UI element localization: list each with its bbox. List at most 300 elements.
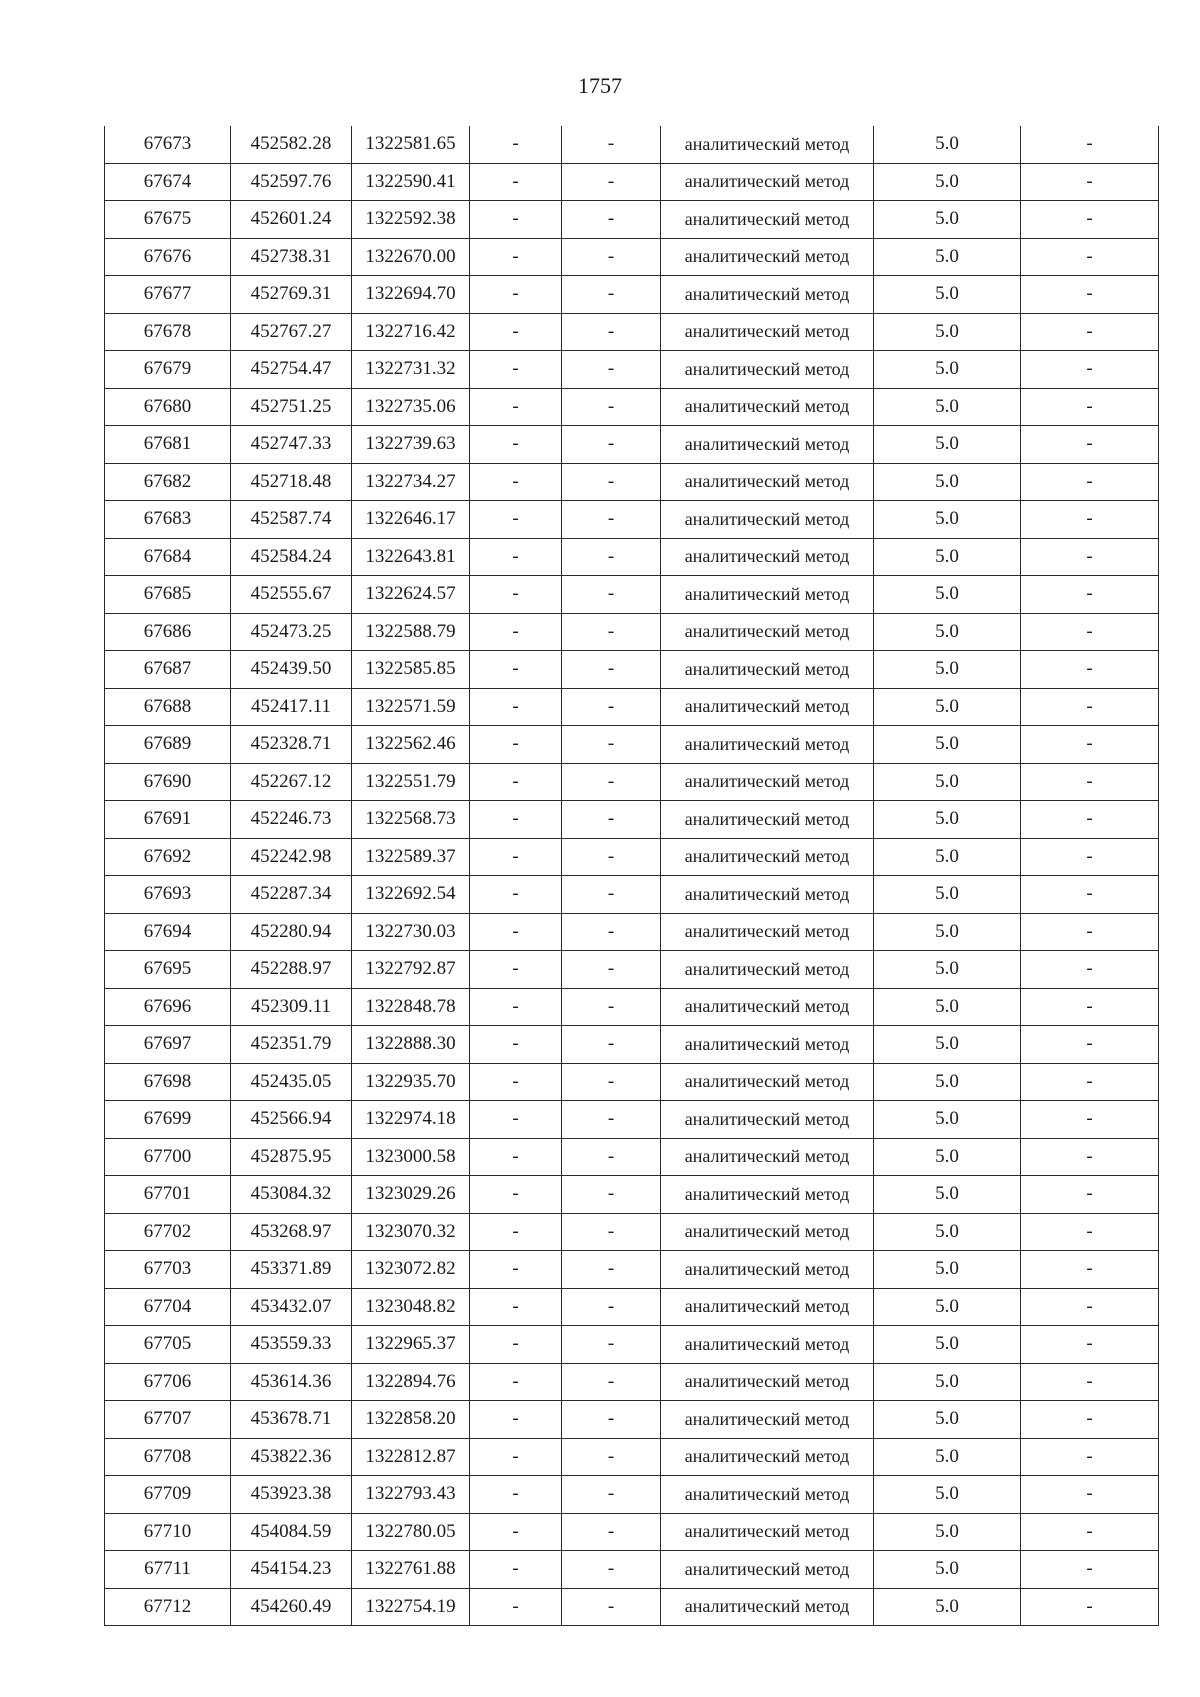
empty-cell-1: - (470, 1063, 562, 1101)
table-row (105, 1476, 1159, 1514)
point-number-cell: 67712 (105, 1588, 231, 1626)
description-cell: - (1021, 988, 1159, 1026)
empty-cell-1: - (470, 838, 562, 876)
empty-cell-2: - (562, 1476, 661, 1514)
empty-cell-2: - (562, 201, 661, 239)
empty-cell-2: - (562, 163, 661, 201)
empty-cell-1: - (470, 1138, 562, 1176)
x-coordinate-cell: 452246.73 (231, 801, 352, 839)
table-row (105, 988, 1159, 1026)
method-cell: аналитический метод (661, 1588, 874, 1626)
table-row (105, 1213, 1159, 1251)
description-cell: - (1021, 876, 1159, 914)
x-coordinate-cell: 452439.50 (231, 651, 352, 689)
empty-cell-1: - (470, 763, 562, 801)
method-cell: аналитический метод (661, 1326, 874, 1364)
empty-cell-2: - (562, 763, 661, 801)
accuracy-cell: 5.0 (874, 988, 1021, 1026)
accuracy-cell: 5.0 (874, 688, 1021, 726)
x-coordinate-cell: 452267.12 (231, 763, 352, 801)
description-cell: - (1021, 1363, 1159, 1401)
x-coordinate-cell: 453678.71 (231, 1401, 352, 1439)
point-number-cell: 67696 (105, 988, 231, 1026)
description-cell: - (1021, 838, 1159, 876)
y-coordinate-cell: 1322716.42 (352, 313, 470, 351)
table-row (105, 1063, 1159, 1101)
y-coordinate-cell: 1322589.37 (352, 838, 470, 876)
description-cell: - (1021, 538, 1159, 576)
description-cell: - (1021, 951, 1159, 989)
description-cell: - (1021, 163, 1159, 201)
accuracy-cell: 5.0 (874, 1588, 1021, 1626)
empty-cell-1: - (470, 126, 562, 163)
point-number-cell: 67676 (105, 238, 231, 276)
point-number-cell: 67709 (105, 1476, 231, 1514)
x-coordinate-cell: 452718.48 (231, 463, 352, 501)
description-cell: - (1021, 1326, 1159, 1364)
point-number-cell: 67680 (105, 388, 231, 426)
table-body (105, 126, 1159, 1626)
y-coordinate-cell: 1322585.85 (352, 651, 470, 689)
accuracy-cell: 5.0 (874, 1326, 1021, 1364)
description-cell: - (1021, 1551, 1159, 1589)
y-coordinate-cell: 1322812.87 (352, 1438, 470, 1476)
table-row (105, 501, 1159, 539)
empty-cell-2: - (562, 988, 661, 1026)
empty-cell-1: - (470, 688, 562, 726)
point-number-cell: 67691 (105, 801, 231, 839)
empty-cell-2: - (562, 726, 661, 764)
accuracy-cell: 5.0 (874, 463, 1021, 501)
x-coordinate-cell: 453559.33 (231, 1326, 352, 1364)
y-coordinate-cell: 1322761.88 (352, 1551, 470, 1589)
table-row (105, 1363, 1159, 1401)
empty-cell-1: - (470, 1476, 562, 1514)
method-cell: аналитический метод (661, 576, 874, 614)
description-cell: - (1021, 1513, 1159, 1551)
empty-cell-1: - (470, 988, 562, 1026)
method-cell: аналитический метод (661, 1138, 874, 1176)
description-cell: - (1021, 501, 1159, 539)
empty-cell-1: - (470, 163, 562, 201)
method-cell: аналитический метод (661, 1288, 874, 1326)
method-cell: аналитический метод (661, 538, 874, 576)
point-number-cell: 67701 (105, 1176, 231, 1214)
accuracy-cell: 5.0 (874, 388, 1021, 426)
empty-cell-2: - (562, 1026, 661, 1064)
x-coordinate-cell: 452287.34 (231, 876, 352, 914)
accuracy-cell: 5.0 (874, 876, 1021, 914)
description-cell: - (1021, 1588, 1159, 1626)
method-cell: аналитический метод (661, 1551, 874, 1589)
y-coordinate-cell: 1323072.82 (352, 1251, 470, 1289)
x-coordinate-cell: 452587.74 (231, 501, 352, 539)
point-number-cell: 67683 (105, 501, 231, 539)
accuracy-cell: 5.0 (874, 1063, 1021, 1101)
empty-cell-1: - (470, 426, 562, 464)
point-number-cell: 67675 (105, 201, 231, 239)
description-cell: - (1021, 1476, 1159, 1514)
description-cell: - (1021, 313, 1159, 351)
table-row (105, 163, 1159, 201)
y-coordinate-cell: 1322646.17 (352, 501, 470, 539)
empty-cell-2: - (562, 1213, 661, 1251)
empty-cell-1: - (470, 1176, 562, 1214)
empty-cell-1: - (470, 388, 562, 426)
point-number-cell: 67679 (105, 351, 231, 389)
method-cell: аналитический метод (661, 276, 874, 314)
method-cell: аналитический метод (661, 1026, 874, 1064)
y-coordinate-cell: 1322965.37 (352, 1326, 470, 1364)
x-coordinate-cell: 452738.31 (231, 238, 352, 276)
description-cell: - (1021, 913, 1159, 951)
description-cell: - (1021, 1101, 1159, 1139)
accuracy-cell: 5.0 (874, 1251, 1021, 1289)
empty-cell-2: - (562, 126, 661, 163)
empty-cell-2: - (562, 613, 661, 651)
empty-cell-2: - (562, 576, 661, 614)
empty-cell-2: - (562, 1138, 661, 1176)
y-coordinate-cell: 1322858.20 (352, 1401, 470, 1439)
table-row (105, 1401, 1159, 1439)
empty-cell-2: - (562, 463, 661, 501)
method-cell: аналитический метод (661, 651, 874, 689)
method-cell: аналитический метод (661, 1513, 874, 1551)
point-number-cell: 67677 (105, 276, 231, 314)
point-number-cell: 67700 (105, 1138, 231, 1176)
empty-cell-2: - (562, 1288, 661, 1326)
description-cell: - (1021, 426, 1159, 464)
empty-cell-1: - (470, 276, 562, 314)
y-coordinate-cell: 1322562.46 (352, 726, 470, 764)
x-coordinate-cell: 454154.23 (231, 1551, 352, 1589)
page-number: 1757 (578, 73, 622, 98)
method-cell: аналитический метод (661, 688, 874, 726)
description-cell: - (1021, 1213, 1159, 1251)
point-number-cell: 67711 (105, 1551, 231, 1589)
description-cell: - (1021, 388, 1159, 426)
empty-cell-2: - (562, 838, 661, 876)
accuracy-cell: 5.0 (874, 501, 1021, 539)
empty-cell-2: - (562, 951, 661, 989)
empty-cell-2: - (562, 501, 661, 539)
point-number-cell: 67708 (105, 1438, 231, 1476)
method-cell: аналитический метод (661, 988, 874, 1026)
point-number-cell: 67710 (105, 1513, 231, 1551)
method-cell: аналитический метод (661, 313, 874, 351)
table-row (105, 876, 1159, 914)
y-coordinate-cell: 1322739.63 (352, 426, 470, 464)
x-coordinate-cell: 452242.98 (231, 838, 352, 876)
table-row (105, 651, 1159, 689)
x-coordinate-cell: 452751.25 (231, 388, 352, 426)
x-coordinate-cell: 452597.76 (231, 163, 352, 201)
y-coordinate-cell: 1322692.54 (352, 876, 470, 914)
empty-cell-2: - (562, 1551, 661, 1589)
x-coordinate-cell: 452280.94 (231, 913, 352, 951)
y-coordinate-cell: 1322592.38 (352, 201, 470, 239)
point-number-cell: 67678 (105, 313, 231, 351)
accuracy-cell: 5.0 (874, 238, 1021, 276)
accuracy-cell: 5.0 (874, 951, 1021, 989)
method-cell: аналитический метод (661, 801, 874, 839)
x-coordinate-cell: 452875.95 (231, 1138, 352, 1176)
method-cell: аналитический метод (661, 1063, 874, 1101)
x-coordinate-cell: 453614.36 (231, 1363, 352, 1401)
accuracy-cell: 5.0 (874, 913, 1021, 951)
description-cell: - (1021, 126, 1159, 163)
accuracy-cell: 5.0 (874, 351, 1021, 389)
point-number-cell: 67703 (105, 1251, 231, 1289)
description-cell: - (1021, 651, 1159, 689)
accuracy-cell: 5.0 (874, 838, 1021, 876)
x-coordinate-cell: 452601.24 (231, 201, 352, 239)
accuracy-cell: 5.0 (874, 1288, 1021, 1326)
description-cell: - (1021, 1251, 1159, 1289)
method-cell: аналитический метод (661, 238, 874, 276)
y-coordinate-cell: 1322894.76 (352, 1363, 470, 1401)
empty-cell-2: - (562, 1438, 661, 1476)
method-cell: аналитический метод (661, 388, 874, 426)
method-cell: аналитический метод (661, 1213, 874, 1251)
description-cell: - (1021, 726, 1159, 764)
accuracy-cell: 5.0 (874, 1213, 1021, 1251)
point-number-cell: 67704 (105, 1288, 231, 1326)
x-coordinate-cell: 452584.24 (231, 538, 352, 576)
accuracy-cell: 5.0 (874, 1438, 1021, 1476)
description-cell: - (1021, 276, 1159, 314)
accuracy-cell: 5.0 (874, 313, 1021, 351)
x-coordinate-cell: 453432.07 (231, 1288, 352, 1326)
empty-cell-1: - (470, 1251, 562, 1289)
y-coordinate-cell: 1322792.87 (352, 951, 470, 989)
x-coordinate-cell: 452473.25 (231, 613, 352, 651)
y-coordinate-cell: 1322643.81 (352, 538, 470, 576)
empty-cell-1: - (470, 913, 562, 951)
y-coordinate-cell: 1322624.57 (352, 576, 470, 614)
description-cell: - (1021, 1138, 1159, 1176)
method-cell: аналитический метод (661, 913, 874, 951)
empty-cell-2: - (562, 426, 661, 464)
point-number-cell: 67702 (105, 1213, 231, 1251)
empty-cell-1: - (470, 1213, 562, 1251)
method-cell: аналитический метод (661, 163, 874, 201)
y-coordinate-cell: 1322590.41 (352, 163, 470, 201)
accuracy-cell: 5.0 (874, 726, 1021, 764)
table-row (105, 1326, 1159, 1364)
point-number-cell: 67698 (105, 1063, 231, 1101)
table-row (105, 313, 1159, 351)
method-cell: аналитический метод (661, 613, 874, 651)
table-row (105, 763, 1159, 801)
x-coordinate-cell: 452767.27 (231, 313, 352, 351)
empty-cell-1: - (470, 876, 562, 914)
method-cell: аналитический метод (661, 426, 874, 464)
description-cell: - (1021, 613, 1159, 651)
empty-cell-2: - (562, 876, 661, 914)
table-row (105, 838, 1159, 876)
accuracy-cell: 5.0 (874, 1513, 1021, 1551)
empty-cell-1: - (470, 1513, 562, 1551)
empty-cell-1: - (470, 1326, 562, 1364)
y-coordinate-cell: 1322568.73 (352, 801, 470, 839)
table-row (105, 1101, 1159, 1139)
empty-cell-2: - (562, 1363, 661, 1401)
y-coordinate-cell: 1322754.19 (352, 1588, 470, 1626)
accuracy-cell: 5.0 (874, 426, 1021, 464)
accuracy-cell: 5.0 (874, 763, 1021, 801)
y-coordinate-cell: 1322670.00 (352, 238, 470, 276)
empty-cell-2: - (562, 1401, 661, 1439)
empty-cell-2: - (562, 1326, 661, 1364)
point-number-cell: 67686 (105, 613, 231, 651)
x-coordinate-cell: 454260.49 (231, 1588, 352, 1626)
empty-cell-1: - (470, 726, 562, 764)
empty-cell-1: - (470, 351, 562, 389)
accuracy-cell: 5.0 (874, 1176, 1021, 1214)
point-number-cell: 67688 (105, 688, 231, 726)
table-row (105, 1588, 1159, 1626)
description-cell: - (1021, 1438, 1159, 1476)
x-coordinate-cell: 453371.89 (231, 1251, 352, 1289)
empty-cell-2: - (562, 238, 661, 276)
point-number-cell: 67694 (105, 913, 231, 951)
empty-cell-1: - (470, 801, 562, 839)
empty-cell-1: - (470, 501, 562, 539)
accuracy-cell: 5.0 (874, 1363, 1021, 1401)
point-number-cell: 67697 (105, 1026, 231, 1064)
x-coordinate-cell: 452754.47 (231, 351, 352, 389)
y-coordinate-cell: 1322730.03 (352, 913, 470, 951)
point-number-cell: 67705 (105, 1326, 231, 1364)
accuracy-cell: 5.0 (874, 163, 1021, 201)
empty-cell-2: - (562, 276, 661, 314)
point-number-cell: 67689 (105, 726, 231, 764)
point-number-cell: 67673 (105, 126, 231, 163)
method-cell: аналитический метод (661, 1363, 874, 1401)
method-cell: аналитический метод (661, 351, 874, 389)
coordinates-table (104, 126, 1159, 1626)
table-row (105, 1438, 1159, 1476)
point-number-cell: 67682 (105, 463, 231, 501)
y-coordinate-cell: 1322581.65 (352, 126, 470, 163)
empty-cell-2: - (562, 913, 661, 951)
accuracy-cell: 5.0 (874, 801, 1021, 839)
y-coordinate-cell: 1322735.06 (352, 388, 470, 426)
empty-cell-2: - (562, 1251, 661, 1289)
empty-cell-1: - (470, 238, 562, 276)
table-row (105, 426, 1159, 464)
x-coordinate-cell: 452582.28 (231, 126, 352, 163)
accuracy-cell: 5.0 (874, 1476, 1021, 1514)
y-coordinate-cell: 1322888.30 (352, 1026, 470, 1064)
empty-cell-2: - (562, 688, 661, 726)
point-number-cell: 67674 (105, 163, 231, 201)
table-row (105, 538, 1159, 576)
y-coordinate-cell: 1322731.32 (352, 351, 470, 389)
table-row (105, 1138, 1159, 1176)
method-cell: аналитический метод (661, 1476, 874, 1514)
method-cell: аналитический метод (661, 501, 874, 539)
method-cell: аналитический метод (661, 838, 874, 876)
description-cell: - (1021, 1288, 1159, 1326)
y-coordinate-cell: 1323000.58 (352, 1138, 470, 1176)
table-row (105, 801, 1159, 839)
description-cell: - (1021, 351, 1159, 389)
table-row (105, 238, 1159, 276)
empty-cell-1: - (470, 538, 562, 576)
empty-cell-2: - (562, 1176, 661, 1214)
empty-cell-1: - (470, 1288, 562, 1326)
description-cell: - (1021, 1026, 1159, 1064)
empty-cell-1: - (470, 1363, 562, 1401)
table-row (105, 726, 1159, 764)
description-cell: - (1021, 576, 1159, 614)
empty-cell-1: - (470, 1438, 562, 1476)
accuracy-cell: 5.0 (874, 576, 1021, 614)
method-cell: аналитический метод (661, 463, 874, 501)
table-row (105, 463, 1159, 501)
description-cell: - (1021, 1063, 1159, 1101)
empty-cell-1: - (470, 951, 562, 989)
accuracy-cell: 5.0 (874, 201, 1021, 239)
description-cell: - (1021, 1401, 1159, 1439)
table-row (105, 1176, 1159, 1214)
table-row (105, 201, 1159, 239)
empty-cell-1: - (470, 201, 562, 239)
empty-cell-2: - (562, 651, 661, 689)
point-number-cell: 67692 (105, 838, 231, 876)
description-cell: - (1021, 801, 1159, 839)
y-coordinate-cell: 1322734.27 (352, 463, 470, 501)
table-row (105, 951, 1159, 989)
y-coordinate-cell: 1322848.78 (352, 988, 470, 1026)
method-cell: аналитический метод (661, 1251, 874, 1289)
point-number-cell: 67706 (105, 1363, 231, 1401)
x-coordinate-cell: 453084.32 (231, 1176, 352, 1214)
table-row (105, 913, 1159, 951)
empty-cell-2: - (562, 1588, 661, 1626)
empty-cell-1: - (470, 651, 562, 689)
accuracy-cell: 5.0 (874, 1138, 1021, 1176)
description-cell: - (1021, 463, 1159, 501)
table-row (105, 1026, 1159, 1064)
accuracy-cell: 5.0 (874, 1551, 1021, 1589)
accuracy-cell: 5.0 (874, 126, 1021, 163)
point-number-cell: 67695 (105, 951, 231, 989)
table-row (105, 688, 1159, 726)
accuracy-cell: 5.0 (874, 1101, 1021, 1139)
x-coordinate-cell: 452328.71 (231, 726, 352, 764)
x-coordinate-cell: 453923.38 (231, 1476, 352, 1514)
method-cell: аналитический метод (661, 126, 874, 163)
point-number-cell: 67707 (105, 1401, 231, 1439)
table-row (105, 126, 1159, 163)
x-coordinate-cell: 452769.31 (231, 276, 352, 314)
y-coordinate-cell: 1322780.05 (352, 1513, 470, 1551)
x-coordinate-cell: 452417.11 (231, 688, 352, 726)
empty-cell-1: - (470, 1588, 562, 1626)
empty-cell-2: - (562, 538, 661, 576)
x-coordinate-cell: 452566.94 (231, 1101, 352, 1139)
accuracy-cell: 5.0 (874, 613, 1021, 651)
empty-cell-1: - (470, 1401, 562, 1439)
table-row (105, 1288, 1159, 1326)
point-number-cell: 67685 (105, 576, 231, 614)
table-row (105, 1251, 1159, 1289)
method-cell: аналитический метод (661, 201, 874, 239)
empty-cell-1: - (470, 463, 562, 501)
